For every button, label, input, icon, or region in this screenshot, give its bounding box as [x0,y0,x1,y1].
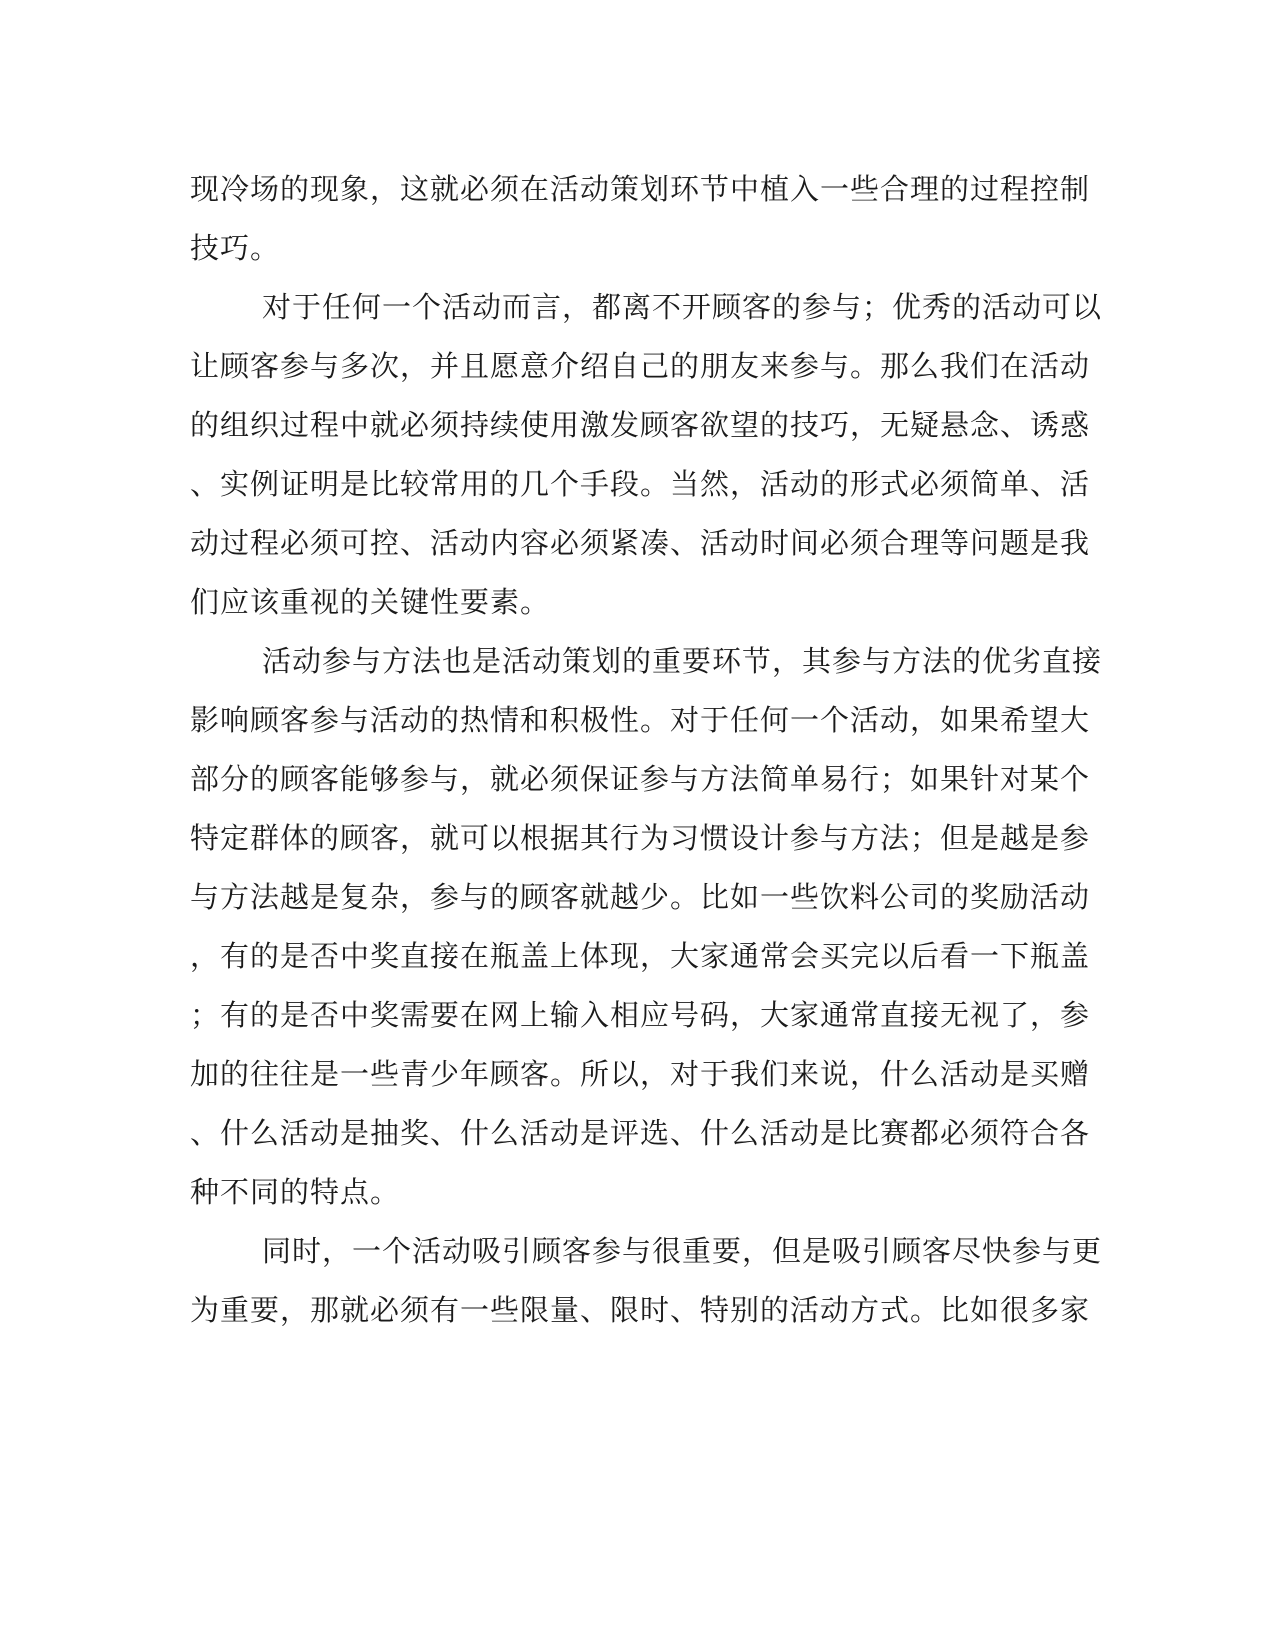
paragraph-first-line: 对于任何一个活动而言，都离不开顾客的参与；优秀的活动可以 [262,290,1103,324]
text-line: 种不同的特点。 [190,1175,401,1209]
text-line: 为重要，那就必须有一些限量、限时、特别的活动方式。比如很多家 [190,1293,1091,1327]
text-line: 们应该重视的关键性要素。 [190,585,551,619]
paragraph-first-line: 活动参与方法也是活动策划的重要环节，其参与方法的优劣直接 [262,644,1103,678]
text-line: 让顾客参与多次，并且愿意介绍自己的朋友来参与。那么我们在活动 [190,349,1091,383]
text-line: 的组织过程中就必须持续使用激发顾客欲望的技巧，无疑悬念、诱惑 [190,408,1091,442]
text-line: 部分的顾客能够参与，就必须保证参与方法简单易行；如果针对某个 [190,762,1091,796]
text-line: 技巧。 [190,231,281,265]
text-line: 特定群体的顾客，就可以根据其行为习惯设计参与方法；但是越是参 [190,821,1091,855]
text-line: 动过程必须可控、活动内容必须紧凑、活动时间必须合理等问题是我 [190,526,1091,560]
text-line: ；有的是否中奖需要在网上输入相应号码，大家通常直接无视了，参 [190,998,1091,1032]
text-line: 加的往往是一些青少年顾客。所以，对于我们来说，什么活动是买赠 [190,1057,1091,1091]
text-line: 、实例证明是比较常用的几个手段。当然，活动的形式必须简单、活 [190,467,1091,501]
text-line: 现冷场的现象，这就必须在活动策划环节中植入一些合理的过程控制 [190,172,1091,206]
paragraph-first-line: 同时，一个活动吸引顾客参与很重要，但是吸引顾客尽快参与更 [262,1234,1103,1268]
text-line: ，有的是否中奖直接在瓶盖上体现，大家通常会买完以后看一下瓶盖 [190,939,1091,973]
text-line: 、什么活动是抽奖、什么活动是评选、什么活动是比赛都必须符合各 [190,1116,1091,1150]
text-line: 影响顾客参与活动的热情和积极性。对于任何一个活动，如果希望大 [190,703,1091,737]
body-text [190,160,1103,1340]
text-line: 与方法越是复杂，参与的顾客就越少。比如一些饮料公司的奖励活动 [190,880,1091,914]
